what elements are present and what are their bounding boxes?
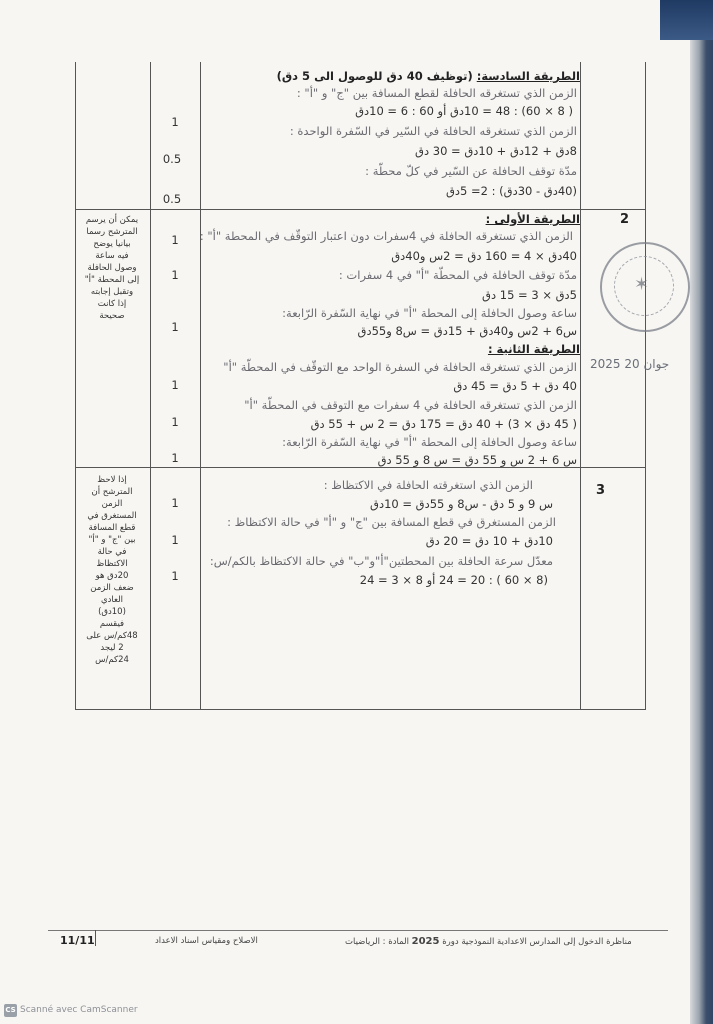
q3-mark-1: 1	[171, 496, 179, 510]
q2-note-line: وصول الحافلة	[87, 263, 137, 273]
q3-note-line: العادي	[100, 595, 124, 605]
method6-mark-1: 1	[171, 115, 179, 129]
footer-right-text	[345, 936, 632, 947]
q3-note-line: 20دق هو	[95, 571, 129, 581]
q2-note-line: إذا كانت	[97, 299, 127, 309]
q3-line-5: معدّل سرعة الحافلة بين المحطتين"أ"و"ب" في حالة الاكتظاظ بالكم/س:	[209, 554, 553, 568]
q3-note-line: فيقسم	[99, 619, 125, 629]
method6-mark-2: 0.5	[162, 152, 182, 166]
footer-subject: المادة : الرياضيات	[345, 937, 409, 947]
question-3-number: 3	[596, 483, 606, 498]
row-separator-1	[75, 209, 645, 210]
table-divider-marks	[200, 62, 201, 710]
q2-method1-line-2: 40دق × 4 = 160 دق = 2س و40دق	[391, 249, 577, 263]
q2-method1-heading: الطريقة الأولى :	[485, 212, 580, 226]
q3-note-line: الزمن	[101, 499, 123, 509]
q2-method2-line-1: الزمن الذي تستغرقه الحافلة في السفرة الواحد مع التوقّف في المحطّة "أ"	[223, 360, 577, 374]
q3-note-line: 48كم/س على	[86, 631, 138, 641]
camscanner-logo-icon: CS	[4, 1004, 17, 1017]
method6-line-3: الزمن الذي تستغرقه الحافلة في السّير في السّفرة الواحدة :	[289, 124, 577, 138]
q3-mark-3: 1	[171, 569, 179, 583]
q2-mark-2: 1	[171, 268, 179, 282]
q3-line-2: س 9 و 5 دق - س8 و 55دق = 10دق	[370, 497, 553, 511]
q2-note-line: فيه ساعة	[95, 251, 129, 261]
footer-page-number: 11/11	[60, 934, 95, 947]
q2-method2-line-3: الزمن الذي تستغرقه الحافلة في 4 سفرات مع التوقف في المحطّة "أ"	[244, 398, 577, 412]
q2-note-line: إلى المحطة "أ"	[84, 275, 140, 285]
q3-line-6: (8 × 60 ) : 20 = 24 أو 8 × 3 = 24	[359, 573, 548, 587]
q2-note-line: صحيحة	[99, 311, 125, 321]
method6-heading-row	[277, 69, 580, 83]
q3-note-line: بين "ج" و "أ"	[88, 535, 136, 545]
q2-mark-4: 1	[171, 378, 179, 392]
q3-line-4: 10دق + 10 دق = 20 دق	[425, 534, 553, 548]
method6-heading-rest: (توظيف 40 دق للوصول الى 5 دق)	[276, 69, 473, 83]
method6-line-4: 8دق + 12دق + 10دق = 30 دق	[415, 144, 577, 158]
method6-line-2: ( 8 × 60) : 48 = 10دق أو 60 : 6 = 10دق	[355, 104, 573, 118]
q2-method1-line-4: 5دق × 3 = 15 دق	[482, 288, 577, 302]
scanner-watermark-text: Scanné avec CamScanner	[20, 1005, 138, 1015]
q3-note-line: الاكتظاظ	[96, 559, 128, 569]
table-divider-content	[580, 62, 581, 710]
q3-mark-2: 1	[171, 533, 179, 547]
table-border-right	[645, 62, 646, 710]
page-edge-shadow	[690, 0, 713, 1024]
q2-method1-line-1: الزمن الذي تستغرقه الحافلة في 4سفرات دون اعتبار التوقّف في المحطة "أ" :	[199, 229, 573, 243]
method6-heading: الطريقة السادسة:	[476, 69, 580, 83]
q3-note-line: (10دق)	[98, 607, 126, 617]
q2-note-line: وتقبل إجابته	[90, 287, 134, 297]
q3-note-line: إذا لاحظ	[97, 475, 127, 485]
q2-method1-line-5: ساعة وصول الحافلة إلى المحطة "أ" في نهاية السّفرة الرّابعة:	[282, 306, 577, 320]
q2-method1-line-6: س6 + 2س و40دق + 15دق = س8 و55دق	[357, 324, 577, 338]
q3-note-line: ضعف الزمن	[90, 583, 134, 593]
method6-line-1: الزمن الذي تستغرقه الحافلة لقطع المسافة بين "ج" و "أ" :	[296, 86, 577, 100]
footer-separator	[95, 930, 96, 946]
table-divider-notes	[150, 62, 151, 710]
q2-mark-6: 1	[171, 451, 179, 465]
footer-contest-title: مناظرة الدخول إلى المدارس الاعدادية النموذجية دورة	[442, 937, 632, 947]
q2-method2-line-2: 40 دق + 5 دق = 45 دق	[453, 379, 577, 393]
q2-method2-line-5: ساعة وصول الحافلة إلى المحطة "أ" في نهاية السّفرة الرّابعة:	[282, 435, 577, 449]
date-stamp: 2025 جوان 20	[590, 357, 670, 371]
method6-mark-3: 0.5	[162, 192, 182, 206]
q2-mark-1: 1	[171, 233, 179, 247]
question-2-number: 2	[620, 212, 630, 227]
footer-year: 2025	[411, 936, 440, 947]
table-border-left	[75, 62, 76, 710]
q2-mark-5: 1	[171, 415, 179, 429]
q3-line-3: الزمن المستغرق في قطع المسافة بين "ج" و "أ" في حالة الاكتظاظ :	[227, 515, 556, 529]
scanner-watermark	[4, 1004, 138, 1017]
row-separator-2	[75, 467, 645, 468]
method6-line-6: (40دق - 30دق) : 2= 5دق	[445, 184, 577, 198]
q3-note	[82, 474, 146, 666]
q2-mark-3: 1	[171, 320, 179, 334]
q3-note-line: 2 ليجد	[100, 643, 124, 653]
seal-star-icon: ✶	[634, 274, 650, 295]
q2-method2-line-6: س 6 + 2 س و 55 دق = س 8 و 55 دق	[377, 453, 577, 467]
background-corner	[660, 0, 713, 40]
q2-method2-heading: الطريقة الثانية :	[487, 342, 580, 356]
table-border-bottom	[75, 709, 645, 710]
q2-method2-line-4: ( 45 دق × 3) + 40 دق = 175 دق = 2 س + 55 دق	[310, 417, 577, 431]
q3-note-line: قطع المسافة	[88, 523, 136, 533]
footer-center-text: الاصلاح ومقياس اسناد الاعداد	[155, 936, 258, 946]
q3-note-line: المترشح أن	[91, 487, 133, 497]
footer-rule	[48, 930, 668, 931]
q2-note-line: يمكن أن يرسم	[85, 215, 139, 225]
q2-note	[82, 214, 146, 322]
method6-line-5: مدّة توقف الحافلة عن السّير في كلّ محطّة :	[365, 164, 577, 178]
q3-note-line: في حالة	[97, 547, 127, 557]
q2-method1-line-3: مدّة توقف الحافلة في المحطّة "أ" في 4 سفرات :	[338, 268, 577, 282]
q3-note-line: المستغرق في	[87, 511, 137, 521]
q3-line-1: الزمن الذي استغرقته الحافلة في الاكتظاظ :	[323, 478, 533, 492]
q3-note-line: 24كم/س	[95, 655, 129, 665]
official-seal-stamp	[600, 242, 690, 332]
q2-note-line: المترشح رسما	[86, 227, 138, 237]
q2-note-line: بيانيا يوضح	[93, 239, 131, 249]
